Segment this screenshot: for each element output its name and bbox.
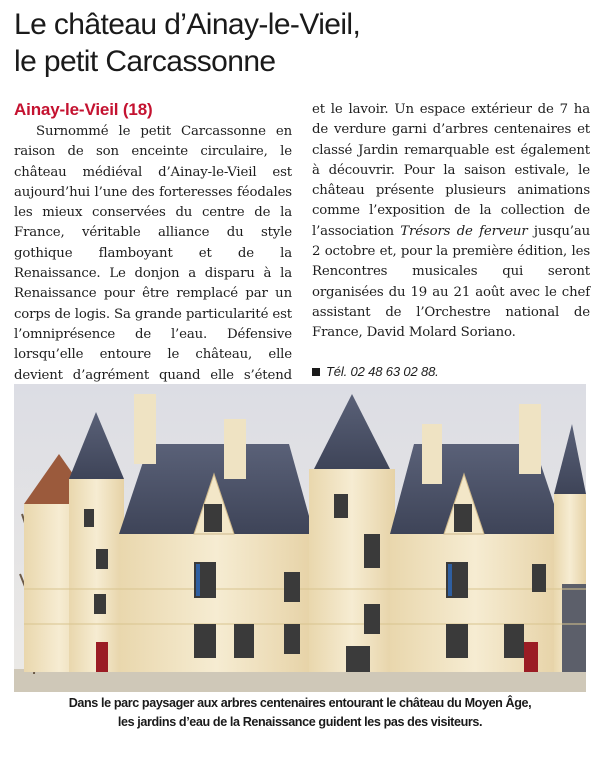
headline-line-2: le petit Carcassonne (14, 45, 276, 78)
location-kicker: Ainay-le-Vieil (18) (14, 100, 153, 119)
caption-line-1: Dans le parc paysager aux arbres centenaires entourant le château du Moyen Âge, (68, 696, 532, 710)
exhibition-title: Trésors de ferveur (400, 223, 528, 239)
central-tower (309, 469, 395, 672)
column-left (14, 100, 292, 426)
chimney-1 (134, 394, 156, 464)
right-outbuilding (562, 584, 586, 672)
photo-caption (14, 694, 586, 732)
blue-shutter-left (196, 564, 200, 596)
paragraph-right-part-a: et le lavoir. Un espace extérieur de 7 ha de verdure garni d’arbres centenaires et classé Jardin remarquable est également à découvrir. Pour la saison estivale, le château présente plusieurs animations comme l’exposition de la collection de l’association (312, 102, 590, 239)
headline-line-1: Le château d’Ainay-le-Vieil, (14, 8, 361, 41)
door-left (96, 642, 108, 672)
paragraph-right (312, 100, 590, 344)
door-center (346, 646, 370, 672)
paragraph-left: Surnommé le petit Carcassonne en raison de son enceinte circulaire, le château médiéval d’Ainay-le-Vieil est aujourd’hui l’une des forteresses féodales les mieux conservées du centre de la France, véritable alliance du style gothique flamboyant et de la Renaissance. Le donjon a disparu à la Renaissance pour être remplacé par un corps de logis. Sa grande particularité est l’omniprésence de l’eau. Défensive lorsqu’elle entoure le château, elle devient d’agrément quand elle s’étend (14, 124, 292, 383)
column-right (312, 100, 590, 383)
castle-photo (14, 384, 586, 692)
paragraph-right-part-b: jusqu’au 2 octobre et, pour la première édition, les Rencontres musicales qui seront organisées du 19 au 21 août avec le chef assistant de l’Orchestre national de France, David Molard Soriano. (312, 223, 591, 341)
caption-line-2: les jardins d’eau de la Renaissance guident les pas des visiteurs. (117, 715, 483, 729)
chimney-3 (422, 424, 442, 484)
chimney-4 (519, 404, 541, 474)
chimney-2 (224, 419, 246, 479)
ground (14, 669, 586, 692)
blue-shutter-right (448, 564, 452, 596)
telephone-line (312, 362, 590, 383)
square-bullet-icon (312, 368, 320, 376)
door-right (524, 642, 538, 672)
headline (14, 6, 574, 80)
telephone-text: Tél. 02 48 63 02 88. (326, 363, 439, 379)
castle-illustration (14, 384, 586, 692)
